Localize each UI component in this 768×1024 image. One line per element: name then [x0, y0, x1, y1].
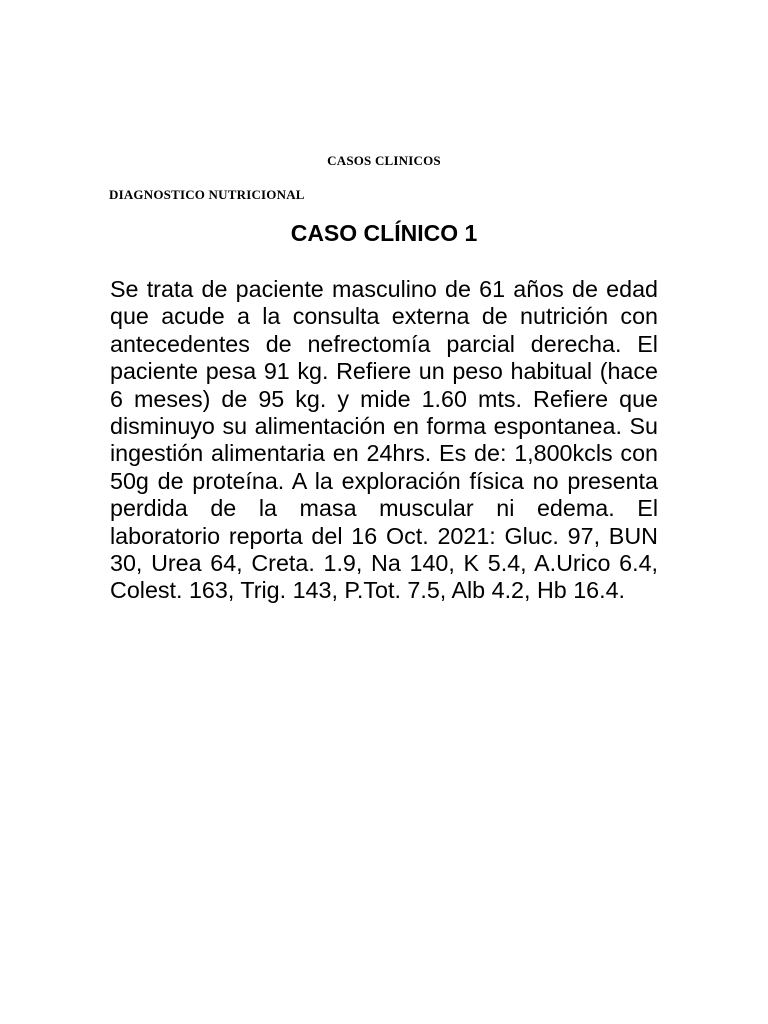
document-header: CASOS CLINICOS [327, 153, 441, 168]
document-subheader: DIAGNOSTICO NUTRICIONAL [109, 187, 305, 202]
case-body-paragraph: Se trata de paciente masculino de 61 años de edad que acude a la consulta externa de nutrición con antecedentes de nefrectomía parcial derecha. El paciente pesa 91 kg. Refiere un peso habitual (hace 6 meses) de 95 kg. y mide 1.60 mts. Refiere que disminuyo su alimentación en forma espontanea. Su ingestión alimentaria en 24hrs. Es de: 1,800kcls con 50g de proteína. A la exploración física no presenta perdida de la masa muscular ni edema. El laboratorio reporta del 16 Oct. 2021: Gluc. 97, BUN 30, Urea 64, Creta. 1.9, Na 140, K 5.4, A.Urico 6.4, Colest. 163, Trig. 143, P.Tot. 7.5, Alb 4.2, Hb 16.4. [110, 276, 658, 604]
case-title: CASO CLÍNICO 1 [290, 220, 478, 246]
